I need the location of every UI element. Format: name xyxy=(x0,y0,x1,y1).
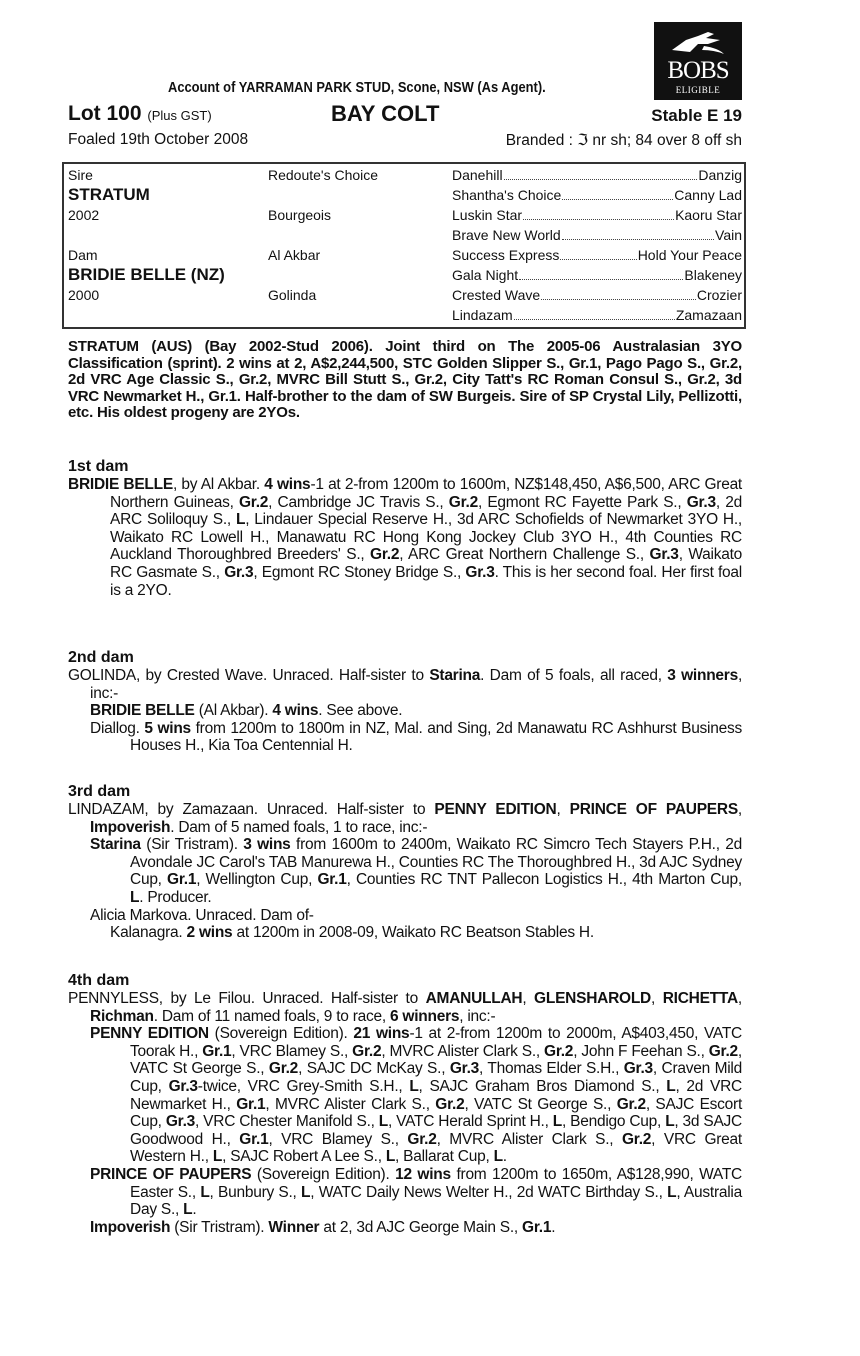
text: , SAJC Graham Bros Diamond S., xyxy=(418,1077,667,1095)
text: (Sir Tristram). xyxy=(140,836,244,854)
pedigree-entry xyxy=(68,720,742,755)
ancestor-sire: Danzig xyxy=(698,167,742,183)
pedigree-entry xyxy=(68,924,742,942)
foaling-date: Foaled 19th October 2008 xyxy=(68,131,249,148)
ancestor-sire: Canny Lad xyxy=(674,187,742,203)
text: from 1600m to 2400m, Waikato RC Simcro Tech Stayers P.H., 2d Avondale JC Carol's TAB Manurewa H., Counties RC The Thoroughbred H., 3d AJC Sydney Cup, xyxy=(130,836,742,889)
leader-dots xyxy=(562,185,673,200)
text: . xyxy=(551,1218,556,1236)
pedigree-entry xyxy=(68,702,742,720)
ancestor-name: Success Express xyxy=(452,247,560,263)
text: , Craven Mild Cup, xyxy=(130,1060,743,1095)
logo-subtext: ELIGIBLE xyxy=(675,85,721,95)
dam-heading: 3rd dam xyxy=(68,783,131,800)
bold-text: 21 wins xyxy=(353,1025,410,1043)
bold-text: Gr.2 xyxy=(544,1042,574,1060)
ancestor-row xyxy=(452,305,742,325)
text: , 2d ARC Soliloquy S., xyxy=(110,493,742,529)
bold-text: 4 wins xyxy=(272,702,319,720)
text: , Counties RC TNT Pallecon Logistics H., 4th Marton Cup, xyxy=(346,871,742,889)
bold-text: L xyxy=(385,1148,396,1166)
bold-text: Gr.3 xyxy=(623,1060,653,1078)
ancestor-row xyxy=(452,165,742,185)
text: , xyxy=(522,990,535,1007)
bold-text: 3 winners xyxy=(667,667,738,684)
bold-text: Impoverish xyxy=(90,1218,171,1236)
lot-number xyxy=(68,102,212,126)
dam-heading: 2nd dam xyxy=(68,649,134,666)
bold-text: 12 wins xyxy=(395,1165,451,1183)
bold-text: Starina xyxy=(429,667,481,684)
text: , xyxy=(651,990,663,1007)
leader-dots xyxy=(541,285,696,300)
brand-info: Branded : ℑ nr sh; 84 over 8 off sh xyxy=(505,132,742,149)
text: , MVRC Alister Clark S., xyxy=(436,1130,622,1148)
bold-text: Gr.3 xyxy=(649,546,679,564)
text: at 1200m in 2008-09, Waikato RC Beatson Stables H. xyxy=(232,924,594,942)
bold-text: Gr.2 xyxy=(268,1060,299,1078)
text: , VATC Herald Sprint H., xyxy=(388,1113,553,1131)
bold-text: Gr.3 xyxy=(168,1077,198,1095)
pedigree-entry xyxy=(68,476,742,599)
text: , Lindauer Special Reserve H., 3d ARC Schofields of Newmarket 3YO H., Waikato RC Lowell H., Manawatu RC Hong Kong Jockey Club 3YO H., 4th Counties RC Auckland Thoroughbred Breeders' S., xyxy=(110,511,742,564)
ancestor-name: Luskin Star xyxy=(452,207,523,223)
bold-text: L xyxy=(552,1113,562,1131)
bold-text: Winner xyxy=(268,1218,320,1236)
ancestor-row xyxy=(452,205,742,225)
ancestor-row xyxy=(452,185,742,205)
dam-year: 2000 xyxy=(68,287,100,303)
bold-text: Gr.1 xyxy=(236,1095,266,1113)
bold-text: Gr.2 xyxy=(448,493,478,511)
text: , 3d SAJC Goodwood H., xyxy=(130,1113,742,1148)
text: , VATC St George S., xyxy=(464,1095,617,1113)
pedigree-entry xyxy=(68,1219,742,1237)
bold-text: L xyxy=(200,1183,210,1201)
text: , Waikato RC Gasmate S., xyxy=(110,546,743,581)
bold-text: Gr.2 xyxy=(370,546,400,564)
text: , VRC Chester Manifold S., xyxy=(195,1113,379,1131)
bold-text: PRINCE OF PAUPERS xyxy=(90,1165,252,1183)
sire-label: Sire xyxy=(68,167,93,183)
bold-text: PENNY EDITION xyxy=(434,801,557,818)
ancestor-row xyxy=(452,265,742,285)
bold-text: Gr.2 xyxy=(616,1095,646,1113)
ancestor-name: Danehill xyxy=(452,167,503,183)
text: , John F Feehan S., xyxy=(573,1042,709,1060)
text: , SAJC Escort Cup, xyxy=(130,1095,742,1131)
text: , VRC Great Western H., xyxy=(130,1130,742,1166)
text: , VRC Blamey S., xyxy=(268,1130,408,1148)
pedigree-entry xyxy=(68,1025,742,1166)
text: (Sovereign Edition). xyxy=(251,1165,396,1183)
lot-label: Lot 100 xyxy=(68,102,142,125)
dam-section xyxy=(68,649,742,755)
bold-text: Gr.1 xyxy=(167,871,197,889)
text: Kalanagra. xyxy=(110,924,187,942)
dam-section xyxy=(68,972,742,1236)
dam-section xyxy=(68,783,742,942)
bold-text: 6 winners xyxy=(389,1007,460,1025)
text: (Sovereign Edition). xyxy=(208,1025,354,1043)
text: , Wellington Cup, xyxy=(196,871,318,889)
text: -twice, VRC Grey-Smith S.H., xyxy=(197,1077,410,1095)
text: (Sir Tristram). xyxy=(170,1218,269,1236)
pedigree-entry xyxy=(68,801,742,836)
bold-text: 3 wins xyxy=(243,836,291,854)
bold-text: PENNY EDITION xyxy=(90,1025,209,1043)
ancestor-row xyxy=(452,245,742,265)
bold-text: BRIDIE BELLE xyxy=(90,702,195,720)
leader-dots xyxy=(504,165,698,180)
text: , ARC Great Northern Challenge S., xyxy=(399,546,650,564)
leader-dots xyxy=(514,305,675,320)
text: , MVRC Alister Clark S., xyxy=(381,1042,545,1060)
text: from 1200m to 1650m, A$128,990, WATC Easter S., xyxy=(130,1165,742,1201)
bold-text: PRINCE OF PAUPERS xyxy=(569,801,738,818)
bold-text: Gr.3 xyxy=(224,563,254,581)
bold-text: Gr.3 xyxy=(449,1060,480,1078)
bold-text: 5 wins xyxy=(144,719,191,737)
bold-text: Gr.1 xyxy=(239,1130,269,1148)
sire-summary: STRATUM (AUS) (Bay 2002-Stud 2006). Joint third on The 2005-06 Australasian 3YO Classification (sprint). 2 wins at 2, A$2,244,500, STC Golden Slipper S., Gr.1, Pago Pago S., Gr.2, 2d VRC Age Classic S., Gr.2, MVRC Bill Stutt S., Gr.2, City Tatt's RC Roman Consul S., Gr.2, 3d VRC Newmarket H., Gr.1. Half-brother to the dam of SW Burgeis. Sire of SP Crystal Lily, Pellizotti, etc. His oldest progeny are 2YOs. xyxy=(68,338,742,421)
text: , Ballarat Cup, xyxy=(395,1148,494,1166)
pedigree-entry xyxy=(68,667,742,702)
sire-sire: Redoute's Choice xyxy=(268,167,379,183)
text: at 2, 3d AJC George Main S., xyxy=(319,1218,523,1236)
dam-sire: Al Akbar xyxy=(268,247,321,263)
text: , Australia Day S., xyxy=(130,1183,742,1219)
text: LINDAZAM, by Zamazaan. Unraced. Half-sister to xyxy=(68,801,435,818)
sire-year: 2002 xyxy=(68,207,100,223)
ancestor-name: Gala Night xyxy=(452,267,519,283)
sire-dam: Bourgeois xyxy=(268,207,332,223)
text: -1 at 2-from 1200m to 1600m, NZ$148,450, A$6,500, ARC Great Northern Guineas, xyxy=(110,476,742,511)
logo-text: BOBS xyxy=(667,57,729,84)
bold-text: Gr.2 xyxy=(407,1130,437,1148)
ancestor-name: Lindazam xyxy=(452,307,513,323)
dam-label: Dam xyxy=(68,247,98,263)
text: GOLINDA, by Crested Wave. Unraced. Half-sister to xyxy=(68,667,430,684)
text: , Bendigo Cup, xyxy=(561,1113,666,1131)
text: Diallog. xyxy=(90,719,145,737)
pedigree-table xyxy=(62,162,746,329)
text: Alicia Markova. Unraced. Dam of- xyxy=(90,906,314,924)
text: . This is her second foal. Her first foal is a 2YO. xyxy=(110,563,742,599)
horse-head-icon xyxy=(668,28,728,58)
bold-text: L xyxy=(212,1148,223,1166)
text: , xyxy=(737,801,742,818)
text: PENNYLESS, by Le Filou. Unraced. Half-sister to xyxy=(68,990,426,1007)
bold-text: L xyxy=(493,1148,503,1166)
text: , VATC St George S., xyxy=(130,1042,742,1078)
bold-text: 4 wins xyxy=(264,476,311,493)
text: , inc:- xyxy=(459,1007,496,1025)
text: , xyxy=(737,990,742,1007)
bold-text: L xyxy=(409,1077,419,1095)
text: . Dam of 11 named foals, 9 to race, xyxy=(153,1007,390,1025)
bold-text: L xyxy=(183,1201,193,1219)
ancestor-name: Brave New World xyxy=(452,227,561,243)
ancestor-sire: Kaoru Star xyxy=(675,207,742,223)
bold-text: Gr.2 xyxy=(622,1130,652,1148)
text: (Al Akbar). xyxy=(194,702,273,720)
text: from 1200m to 1800m in NZ, Mal. and Sing, 2d Manawatu RC Ashhurst Business Houses H., Kia Toa Centennial H. xyxy=(130,719,742,755)
text: , Bunbury S., xyxy=(209,1183,302,1201)
leader-dots xyxy=(562,225,714,240)
text: . Dam of 5 named foals, 1 to race, inc:- xyxy=(170,818,428,836)
bold-text: L xyxy=(130,888,140,906)
bold-text: Gr.2 xyxy=(352,1042,382,1060)
bold-text: L xyxy=(665,1113,675,1131)
bold-text: AMANULLAH xyxy=(425,990,523,1007)
bold-text: Starina xyxy=(90,836,141,854)
pedigree-entry xyxy=(68,907,742,925)
leader-dots xyxy=(523,205,674,220)
bold-text: L xyxy=(666,1077,676,1095)
ancestor-sire: Zamazaan xyxy=(675,307,742,323)
ancestor-row xyxy=(452,285,742,305)
pedigree-entry xyxy=(68,990,742,1025)
text: . Dam of 5 foals, all raced, xyxy=(480,667,668,684)
bold-text: BRIDIE BELLE xyxy=(68,476,173,493)
bold-text: Impoverish xyxy=(90,818,171,836)
gst-note: (Plus GST) xyxy=(147,108,212,123)
text: , SAJC Robert A Lee S., xyxy=(222,1148,386,1166)
bold-text: L xyxy=(378,1113,389,1131)
leader-dots xyxy=(519,265,683,280)
ancestor-sire: Hold Your Peace xyxy=(637,247,742,263)
ancestor-sire: Crozier xyxy=(696,287,742,303)
bold-text: Gr.2 xyxy=(435,1095,465,1113)
ancestor-name: Crested Wave xyxy=(452,287,541,303)
bold-text: L xyxy=(235,511,246,529)
bold-text: GLENSHAROLD xyxy=(534,990,651,1007)
bold-text: Gr.3 xyxy=(465,563,495,581)
dam-heading: 4th dam xyxy=(68,972,130,989)
bold-text: Gr.1 xyxy=(522,1218,552,1236)
bold-text: Richman xyxy=(90,1007,154,1025)
dam-heading: 1st dam xyxy=(68,458,129,475)
text: , Egmont RC Fayette Park S., xyxy=(477,493,687,511)
text: , MVRC Alister Clark S., xyxy=(265,1095,436,1113)
bold-text: RICHETTA xyxy=(662,990,738,1007)
ancestor-row xyxy=(452,225,742,245)
ancestor-name: Shantha's Choice xyxy=(452,187,562,203)
bold-text: Gr.1 xyxy=(202,1042,232,1060)
dam-section xyxy=(68,458,742,599)
bold-text: Gr.2 xyxy=(708,1042,738,1060)
ancestor-sire: Vain xyxy=(715,227,742,243)
bold-text: Gr.3 xyxy=(686,493,716,511)
text: . Producer. xyxy=(139,888,212,906)
text: , 2d VRC Newmarket H., xyxy=(130,1077,742,1113)
bold-text: L xyxy=(667,1183,677,1201)
text: . xyxy=(192,1201,197,1219)
vendor-account: Account of YARRAMAN PARK STUD, Scone, NSW (As Agent). xyxy=(168,79,546,96)
horse-description: BAY COLT xyxy=(331,101,440,126)
stable-location: Stable E 19 xyxy=(651,106,742,125)
leader-dots xyxy=(560,245,636,260)
bobs-eligible-logo xyxy=(654,22,742,100)
text: , WATC Daily News Welter H., 2d WATC Birthday S., xyxy=(310,1183,668,1201)
ancestor-sire: Blakeney xyxy=(684,267,742,283)
text: -1 at 2-from 1200m to 2000m, A$403,450, VATC Toorak H., xyxy=(130,1025,743,1060)
text: . xyxy=(502,1148,507,1166)
text: , Egmont RC Stoney Bridge S., xyxy=(253,563,466,581)
text: , SAJC DC McKay S., xyxy=(298,1060,450,1078)
bold-text: Gr.1 xyxy=(317,871,347,889)
bold-text: Gr.2 xyxy=(238,493,269,511)
bold-text: L xyxy=(301,1183,311,1201)
bold-text: 2 wins xyxy=(186,924,233,942)
text: , inc:- xyxy=(90,667,743,702)
sire-name: STRATUM xyxy=(68,185,150,204)
bold-text: Gr.3 xyxy=(165,1113,196,1131)
dam-name: BRIDIE BELLE (NZ) xyxy=(68,265,225,284)
dam-dam: Golinda xyxy=(268,287,317,303)
text: , VRC Blamey S., xyxy=(231,1042,353,1060)
text: , Cambridge JC Travis S., xyxy=(268,493,449,511)
pedigree-entry xyxy=(68,1166,742,1219)
text: , Thomas Elder S.H., xyxy=(479,1060,624,1078)
text: , xyxy=(556,801,570,818)
pedigree-entry xyxy=(68,836,742,906)
text: , by Al Akbar. xyxy=(172,476,265,493)
text: . See above. xyxy=(318,702,403,720)
